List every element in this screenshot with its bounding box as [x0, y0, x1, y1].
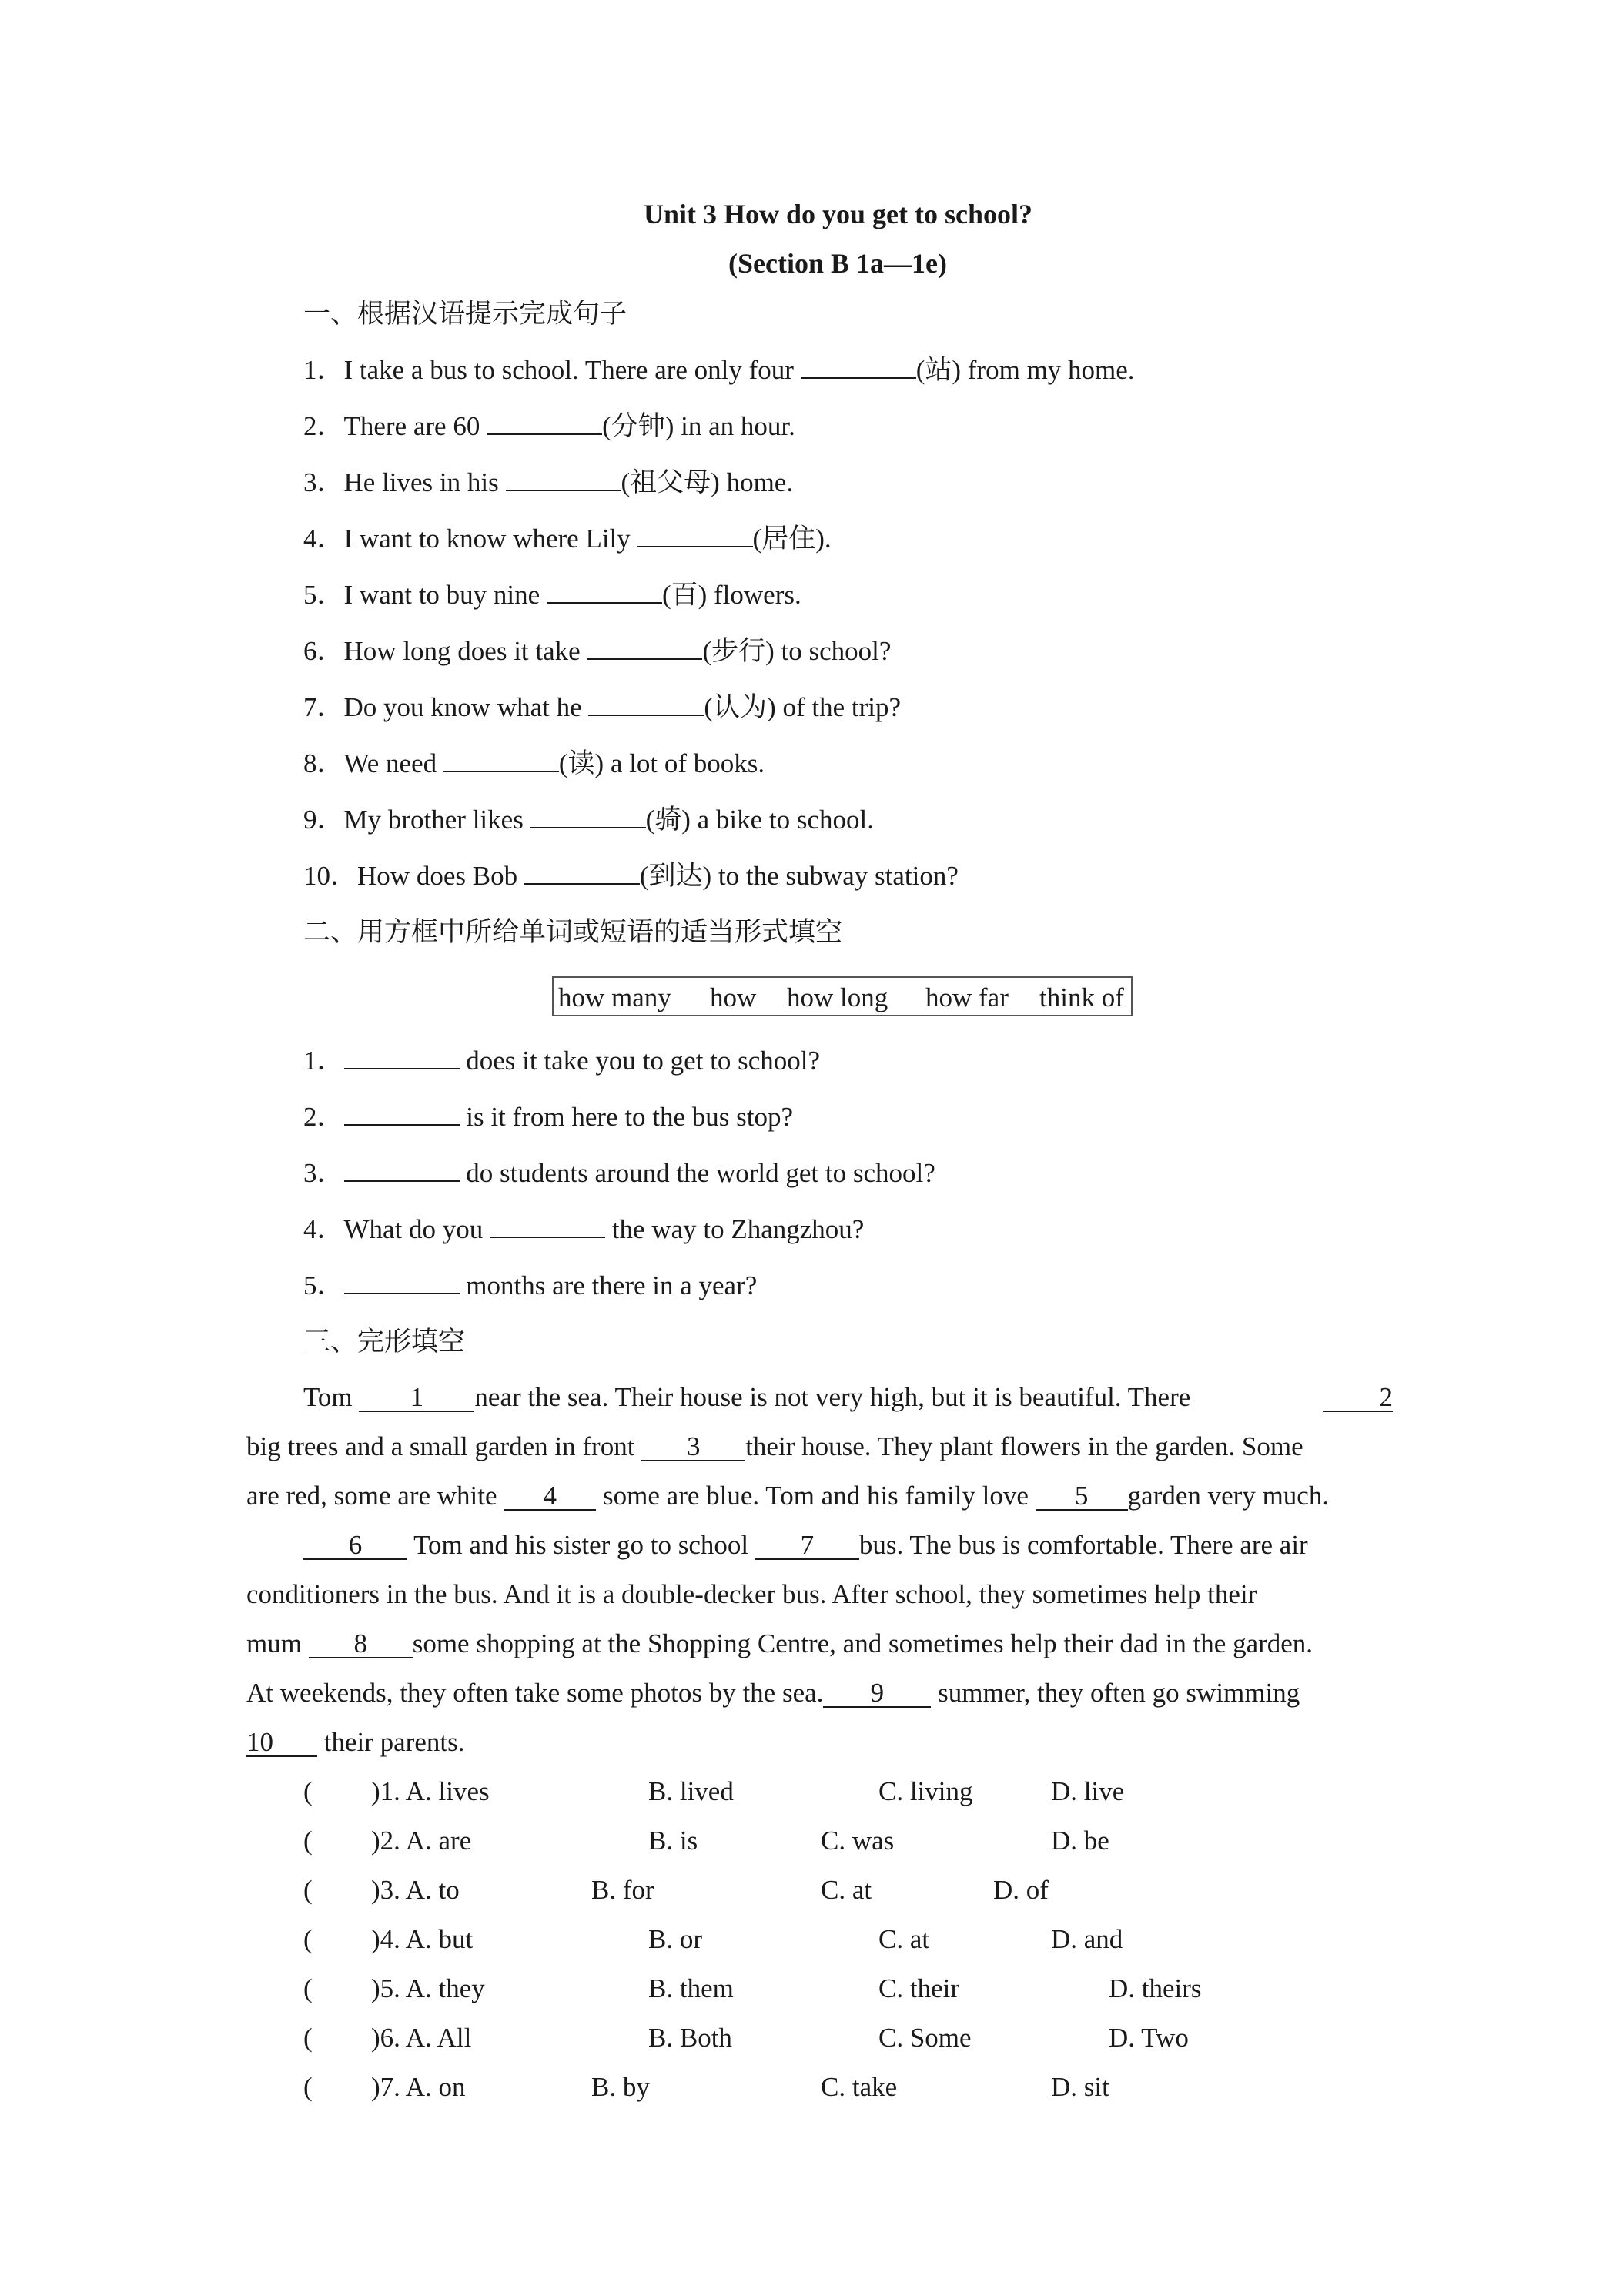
option-a[interactable]: )7. A. on	[371, 2072, 466, 2102]
option-a[interactable]: )6. A. All	[371, 2023, 472, 2053]
part3-heading: 三、完形填空	[303, 1327, 466, 1357]
cloze-blank-10[interactable]: 10	[246, 1729, 317, 1757]
word-box-item: how	[710, 982, 757, 1012]
answer-blank[interactable]	[637, 523, 753, 547]
part1-item: 10．How does Bob (到达) to the subway station?	[303, 861, 959, 891]
part1-item: 4．I want to know where Lily (居住).	[303, 524, 832, 554]
part2-item: 3． do students around the world get to school?	[303, 1158, 935, 1188]
part1-item: 6．How long does it take (步行) to school?	[303, 636, 892, 666]
part1-item: 7．Do you know what he (认为) of the trip?	[303, 692, 902, 722]
answer-paren[interactable]: (	[303, 1875, 313, 1905]
option-b[interactable]: B. lived	[648, 1776, 734, 1806]
answer-paren[interactable]: (	[303, 1776, 313, 1806]
answer-blank[interactable]	[344, 1045, 460, 1069]
answer-paren[interactable]: (	[303, 1973, 313, 2003]
cloze-blank-3[interactable]: 3	[641, 1434, 745, 1461]
option-d[interactable]: D. be	[1051, 1826, 1109, 1856]
answer-blank[interactable]	[344, 1270, 460, 1294]
page-title: Unit 3 How do you get to school?	[644, 199, 1033, 229]
word-box	[552, 976, 1133, 1016]
answer-paren[interactable]: (	[303, 1924, 313, 1954]
option-b[interactable]: B. Both	[648, 2023, 732, 2053]
part2-item: 1． does it take you to get to school?	[303, 1046, 821, 1076]
option-d[interactable]: D. theirs	[1109, 1973, 1202, 2003]
answer-blank[interactable]	[344, 1157, 460, 1182]
option-c[interactable]: C. living	[878, 1776, 973, 1806]
word-box-item: how many	[558, 982, 671, 1012]
option-d[interactable]: D. of	[993, 1875, 1049, 1905]
option-d[interactable]: D. Two	[1109, 2023, 1189, 2053]
word-box-item: how long	[787, 982, 888, 1012]
answer-blank[interactable]	[530, 804, 646, 828]
answer-paren[interactable]: (	[303, 2072, 313, 2102]
cloze-blank-7[interactable]: 7	[755, 1532, 859, 1560]
passage-line: mum 8 some shopping at the Shopping Centre, and sometimes help their dad in the garden.	[246, 1628, 1313, 1658]
answer-blank[interactable]	[487, 410, 602, 435]
part2-item: 5． months are there in a year?	[303, 1270, 758, 1300]
cloze-blank-1[interactable]: 1	[359, 1384, 474, 1412]
part1-item: 9．My brother likes (骑) a bike to school.	[303, 805, 875, 835]
part1-item: 5．I want to buy nine (百) flowers.	[303, 580, 801, 610]
cloze-blank-4[interactable]: 4	[504, 1483, 596, 1511]
answer-paren[interactable]: (	[303, 1826, 313, 1856]
option-b[interactable]: B. or	[648, 1924, 702, 1954]
part1-item: 3．He lives in his (祖父母) home.	[303, 467, 794, 497]
answer-blank[interactable]	[443, 748, 559, 772]
part1-item: 8．We need (读) a lot of books.	[303, 748, 765, 778]
cloze-blank-8[interactable]: 8	[309, 1631, 413, 1658]
passage-line: big trees and a small garden in front 3 their house. They plant flowers in the garden. Some	[246, 1431, 1303, 1461]
option-b[interactable]: B. them	[648, 1973, 734, 2003]
answer-blank[interactable]	[524, 860, 640, 885]
option-a[interactable]: )2. A. are	[371, 1826, 472, 1856]
passage-line: Tom 1 near the sea. Their house is not very high, but it is beautiful. There	[303, 1382, 1191, 1412]
part2-item: 2． is it from here to the bus stop?	[303, 1102, 794, 1132]
cloze-blank-9[interactable]: 9	[823, 1680, 931, 1708]
part2-item: 4．What do you the way to Zhangzhou?	[303, 1214, 865, 1244]
option-c[interactable]: C. their	[878, 1973, 959, 2003]
option-c[interactable]: C. Some	[878, 2023, 972, 2053]
part2-heading: 二、用方框中所给单词或短语的适当形式填空	[303, 917, 843, 947]
cloze-blank-2[interactable]: 2	[1323, 1381, 1393, 1414]
option-c[interactable]: C. take	[821, 2072, 898, 2102]
passage-line: 10 their parents.	[246, 1727, 465, 1757]
passage-line: conditioners in the bus. And it is a double-decker bus. After school, they sometimes help their	[246, 1579, 1257, 1609]
option-b[interactable]: B. for	[591, 1875, 654, 1905]
option-c[interactable]: C. at	[821, 1875, 872, 1905]
answer-blank[interactable]	[588, 691, 704, 716]
word-box-item: how far	[925, 982, 1009, 1012]
cloze-blank-6[interactable]: 6	[303, 1532, 407, 1560]
answer-blank[interactable]	[344, 1101, 460, 1126]
answer-blank[interactable]	[801, 354, 916, 379]
answer-blank[interactable]	[587, 635, 702, 660]
option-c[interactable]: C. was	[821, 1826, 895, 1856]
answer-blank[interactable]	[506, 467, 621, 491]
option-a[interactable]: )3. A. to	[371, 1875, 460, 1905]
part1-item: 2．There are 60 (分钟) in an hour.	[303, 411, 795, 441]
answer-blank[interactable]	[490, 1213, 605, 1238]
option-a[interactable]: )5. A. they	[371, 1973, 485, 2003]
option-c[interactable]: C. at	[878, 1924, 930, 1954]
page-subtitle: (Section B 1a—1e)	[728, 248, 947, 279]
part1-heading: 一、根据汉语提示完成句子	[303, 299, 627, 329]
option-d[interactable]: D. sit	[1051, 2072, 1109, 2102]
option-a[interactable]: )4. A. but	[371, 1924, 474, 1954]
answer-paren[interactable]: (	[303, 2023, 313, 2053]
word-box-item: think of	[1039, 982, 1124, 1012]
option-d[interactable]: D. live	[1051, 1776, 1125, 1806]
part1-item: 1．I take a bus to school. There are only four (站) from my home.	[303, 355, 1135, 385]
passage-line: At weekends, they often take some photos by the sea. 9 summer, they often go swimming	[246, 1678, 1300, 1708]
option-d[interactable]: D. and	[1051, 1924, 1123, 1954]
answer-blank[interactable]	[547, 579, 662, 604]
option-a[interactable]: )1. A. lives	[371, 1776, 490, 1806]
option-b[interactable]: B. by	[591, 2072, 650, 2102]
cloze-blank-5[interactable]: 5	[1036, 1483, 1128, 1511]
passage-line: 6 Tom and his sister go to school 7 bus. The bus is comfortable. There are air	[303, 1528, 1308, 1562]
passage-line: are red, some are white 4 some are blue. Tom and his family love 5 garden very much.	[246, 1481, 1330, 1511]
option-b[interactable]: B. is	[648, 1826, 698, 1856]
